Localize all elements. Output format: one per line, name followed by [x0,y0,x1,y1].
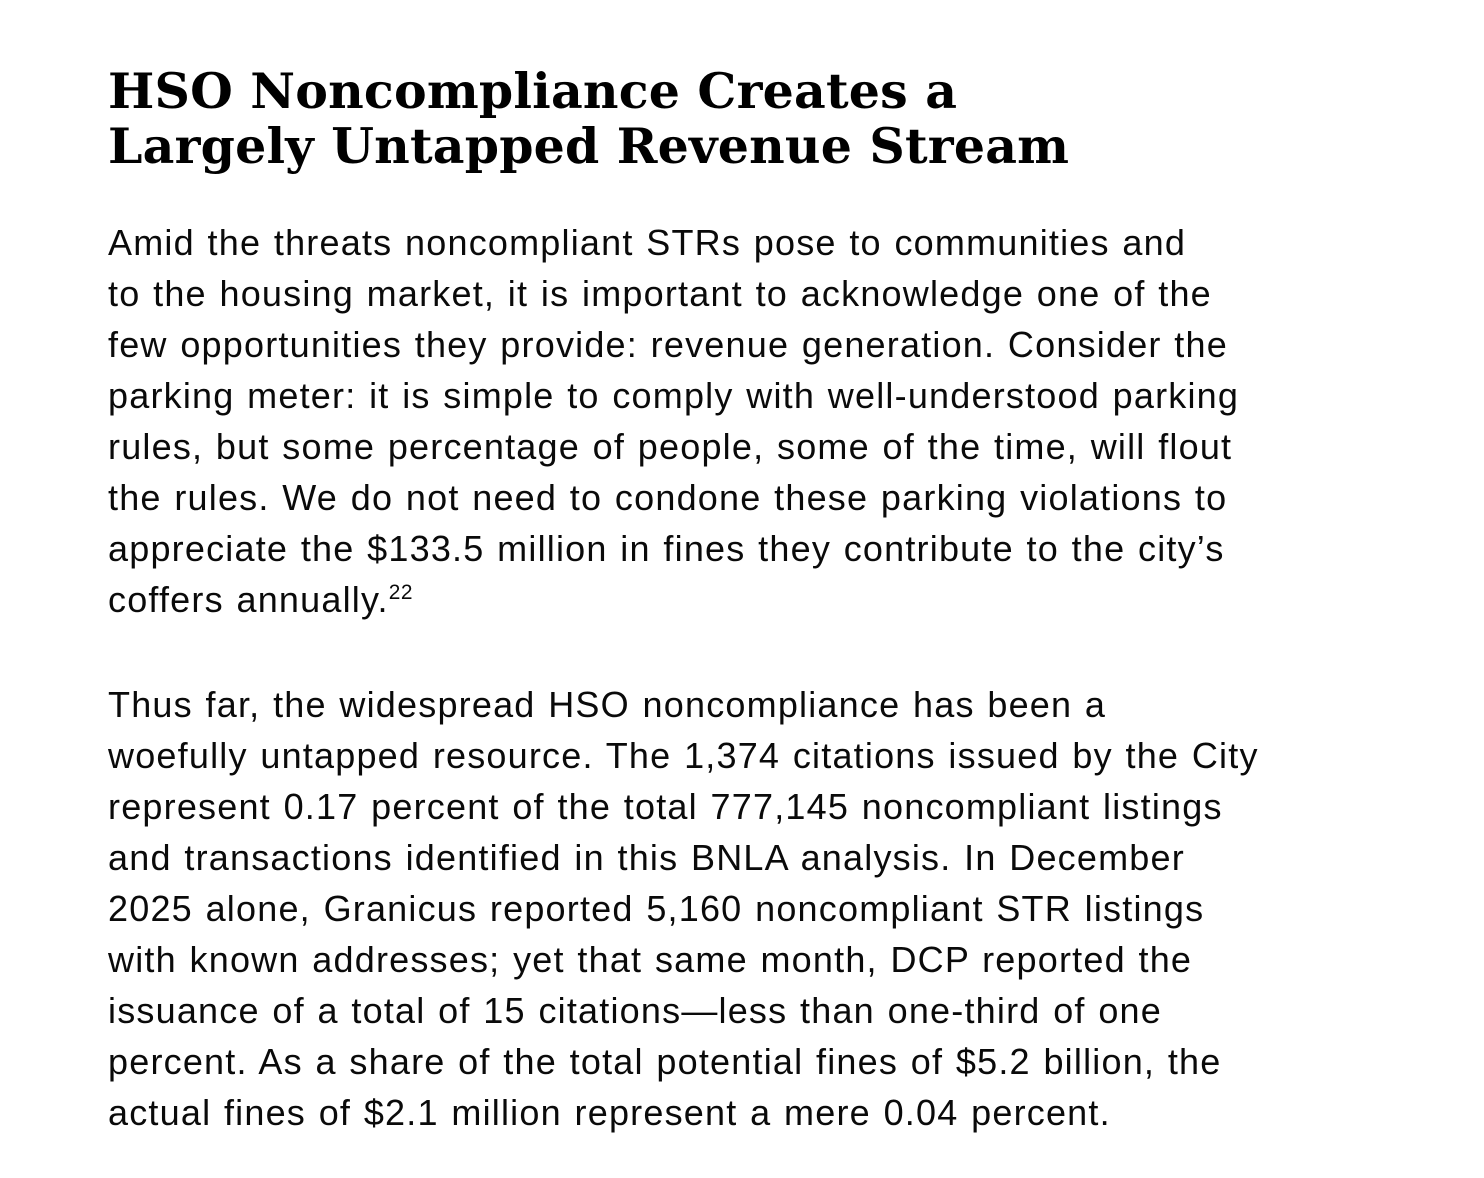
text-line: to the housing market, it is important to acknowledge one of the [108,273,1212,314]
text-line: actual fines of $2.1 million represent a mere 0.04 percent. [108,1092,1111,1133]
body-paragraphs [108,217,1424,1138]
text-line: rules, but some percentage of people, some of the time, will flout [108,426,1233,467]
text-line: coffers annually.$^{22}$ [108,579,413,620]
text-line: with known addresses; yet that same month, DCP reported the [108,939,1193,980]
page-title-line-1: HSO Noncompliance Creates a [108,62,958,120]
text-line: the rules. We do not need to condone these parking violations to [108,477,1228,518]
text-line: percent. As a share of the total potential fines of $5.2 billion, the [108,1041,1222,1082]
text-line: Amid the threats noncompliant STRs pose to communities and [108,222,1187,263]
page-title [108,64,1424,174]
text-line: 2025 alone, Granicus reported 5,160 noncompliant STR listings [108,888,1205,929]
page-title-line-2: Largely Untapped Revenue Stream [108,117,1070,175]
text-line: appreciate the $133.5 million in fines they contribute to the city’s [108,528,1225,569]
text-line: Thus far, the widespread HSO noncompliance has been a [108,684,1107,725]
text-line: parking meter: it is simple to comply with well-understood parking [108,375,1240,416]
text-line: and transactions identified in this BNLA analysis. In December [108,837,1185,878]
text-line: woefully untapped resource. The 1,374 citations issued by the City [108,735,1259,776]
footnote-reference: 22 [388,581,413,604]
text-line: represent 0.17 percent of the total 777,145 noncompliant listings [108,786,1223,827]
text-line: issuance of a total of 15 citations—less than one-third of one [108,990,1162,1031]
paragraph [108,217,1424,625]
paragraph [108,679,1424,1138]
text-line: few opportunities they provide: revenue generation. Consider the [108,324,1228,365]
